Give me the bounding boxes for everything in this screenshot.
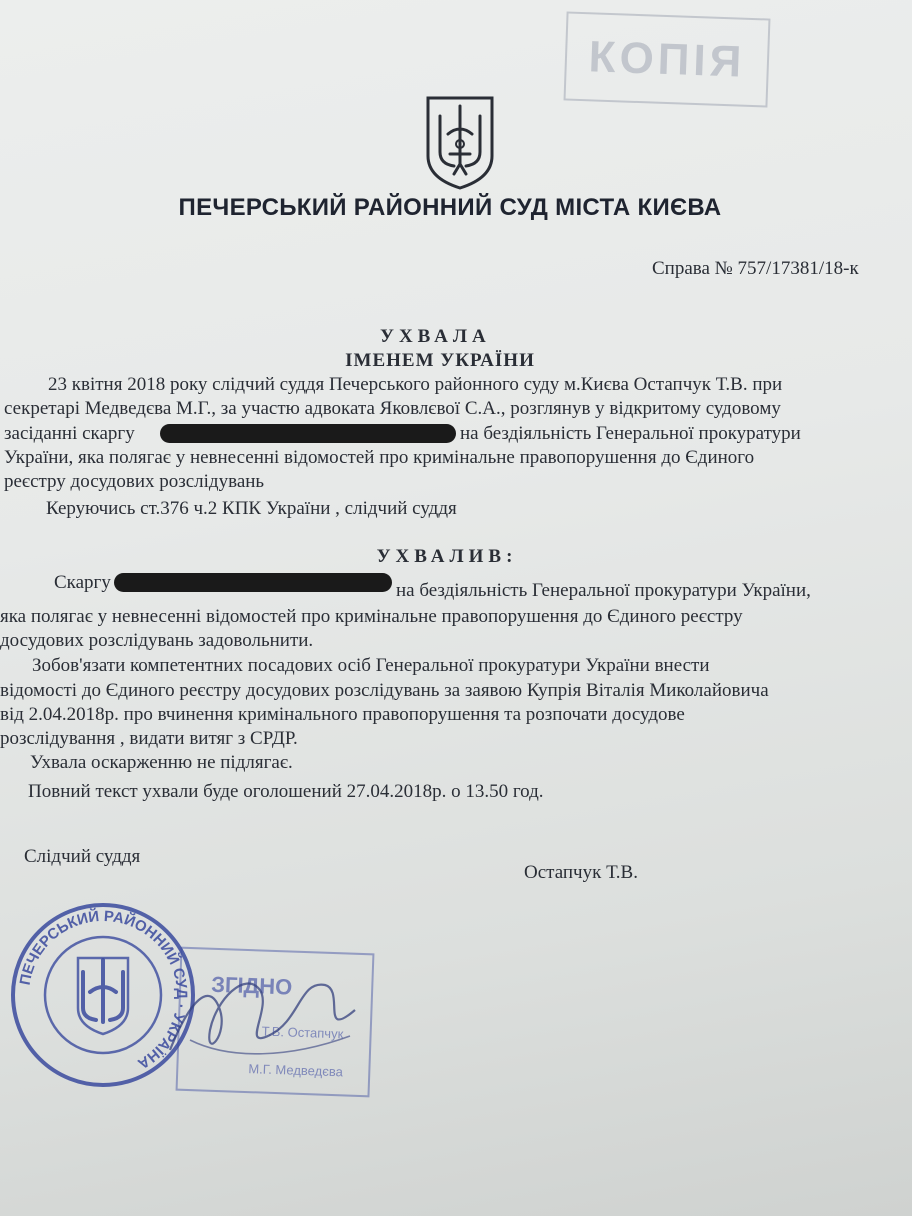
para1-line-3a: засіданні скаргу [4,423,135,444]
seal-text: ПЕЧЕРСЬКИЙ РАЙОННИЙ СУД · УКРАЇНА [16,907,191,1073]
signature-icon [150,940,370,1090]
para3-line-3: від 2.04.2018р. про вчинення кримінального правопорушення та розпочати досудове [0,704,685,725]
appeal-line: Ухвала оскарженню не підлягає. [30,752,293,773]
redaction-bar [114,573,392,592]
case-number: Справа № 757/17381/18-к [652,258,859,279]
copy-stamp-label: КОПІЯ [587,31,747,87]
agreed-stamp-title: ЗГІДНО [210,971,293,1000]
heading-ukhvalyv: УХВАЛИВ: [376,546,518,567]
para1-line-2: секретарі Медведєва М.Г., за участю адвоката Яковлєвої С.А., розглянув у відкритому судовому [4,398,781,419]
agreed-stamp-name2: М.Г. Медведєва [248,1061,344,1080]
heading-in-the-name: ІМЕНЕМ УКРАЇНИ [345,350,535,371]
trident-emblem-icon [424,94,496,190]
signer-title: Слідчий суддя [24,846,141,867]
signer-name: Остапчук Т.В. [524,862,638,883]
heading-ukhvala: УХВАЛА [380,326,491,347]
para2-line-3: досудових розслідувань задовольнити. [0,630,314,651]
para1-line-5: реєстру досудових розслідувань [4,471,265,492]
agreed-stamp-name1: Т.В. Остапчук [261,1023,344,1042]
para3-line-4: розслідування , видати витяг з СРДР. [0,728,298,749]
para1-line-4: України, яка полягає у невнесенні відомостей про кримінальне правопорушення до Єдиного [4,447,755,468]
para3-line-2: відомості до Єдиного реєстру досудових розслідувань за заявою Купрія Віталія Миколайовича [0,680,769,701]
para2-line-1a: Скаргу [54,572,111,593]
para2-line-2: яка полягає у невнесенні відомостей про кримінальне правопорушення до Єдиного реєстру [0,606,743,627]
court-name: ПЕЧЕРСЬКИЙ РАЙОННИЙ СУД МІСТА КИЄВА [178,194,722,221]
para2-line-1b: на бездіяльність Генеральної прокуратури України, [396,580,811,601]
redaction-bar [160,424,456,443]
guided-line: Керуючись ст.376 ч.2 КПК України , слідчий суддя [46,498,457,519]
para1-line-1: 23 квітня 2018 року слідчий суддя Печерського районного суду м.Києва Остапчук Т.В. при [48,374,783,395]
copy-stamp [564,11,771,107]
full-text-line: Повний текст ухвали буде оголошений 27.04.2018р. о 13.50 год. [28,781,544,802]
para1-line-3b: на бездіяльність Генеральної прокуратури [460,423,801,444]
para3-line-1: Зобов'язати компетентних посадових осіб Генеральної прокуратури України внести [32,655,710,676]
